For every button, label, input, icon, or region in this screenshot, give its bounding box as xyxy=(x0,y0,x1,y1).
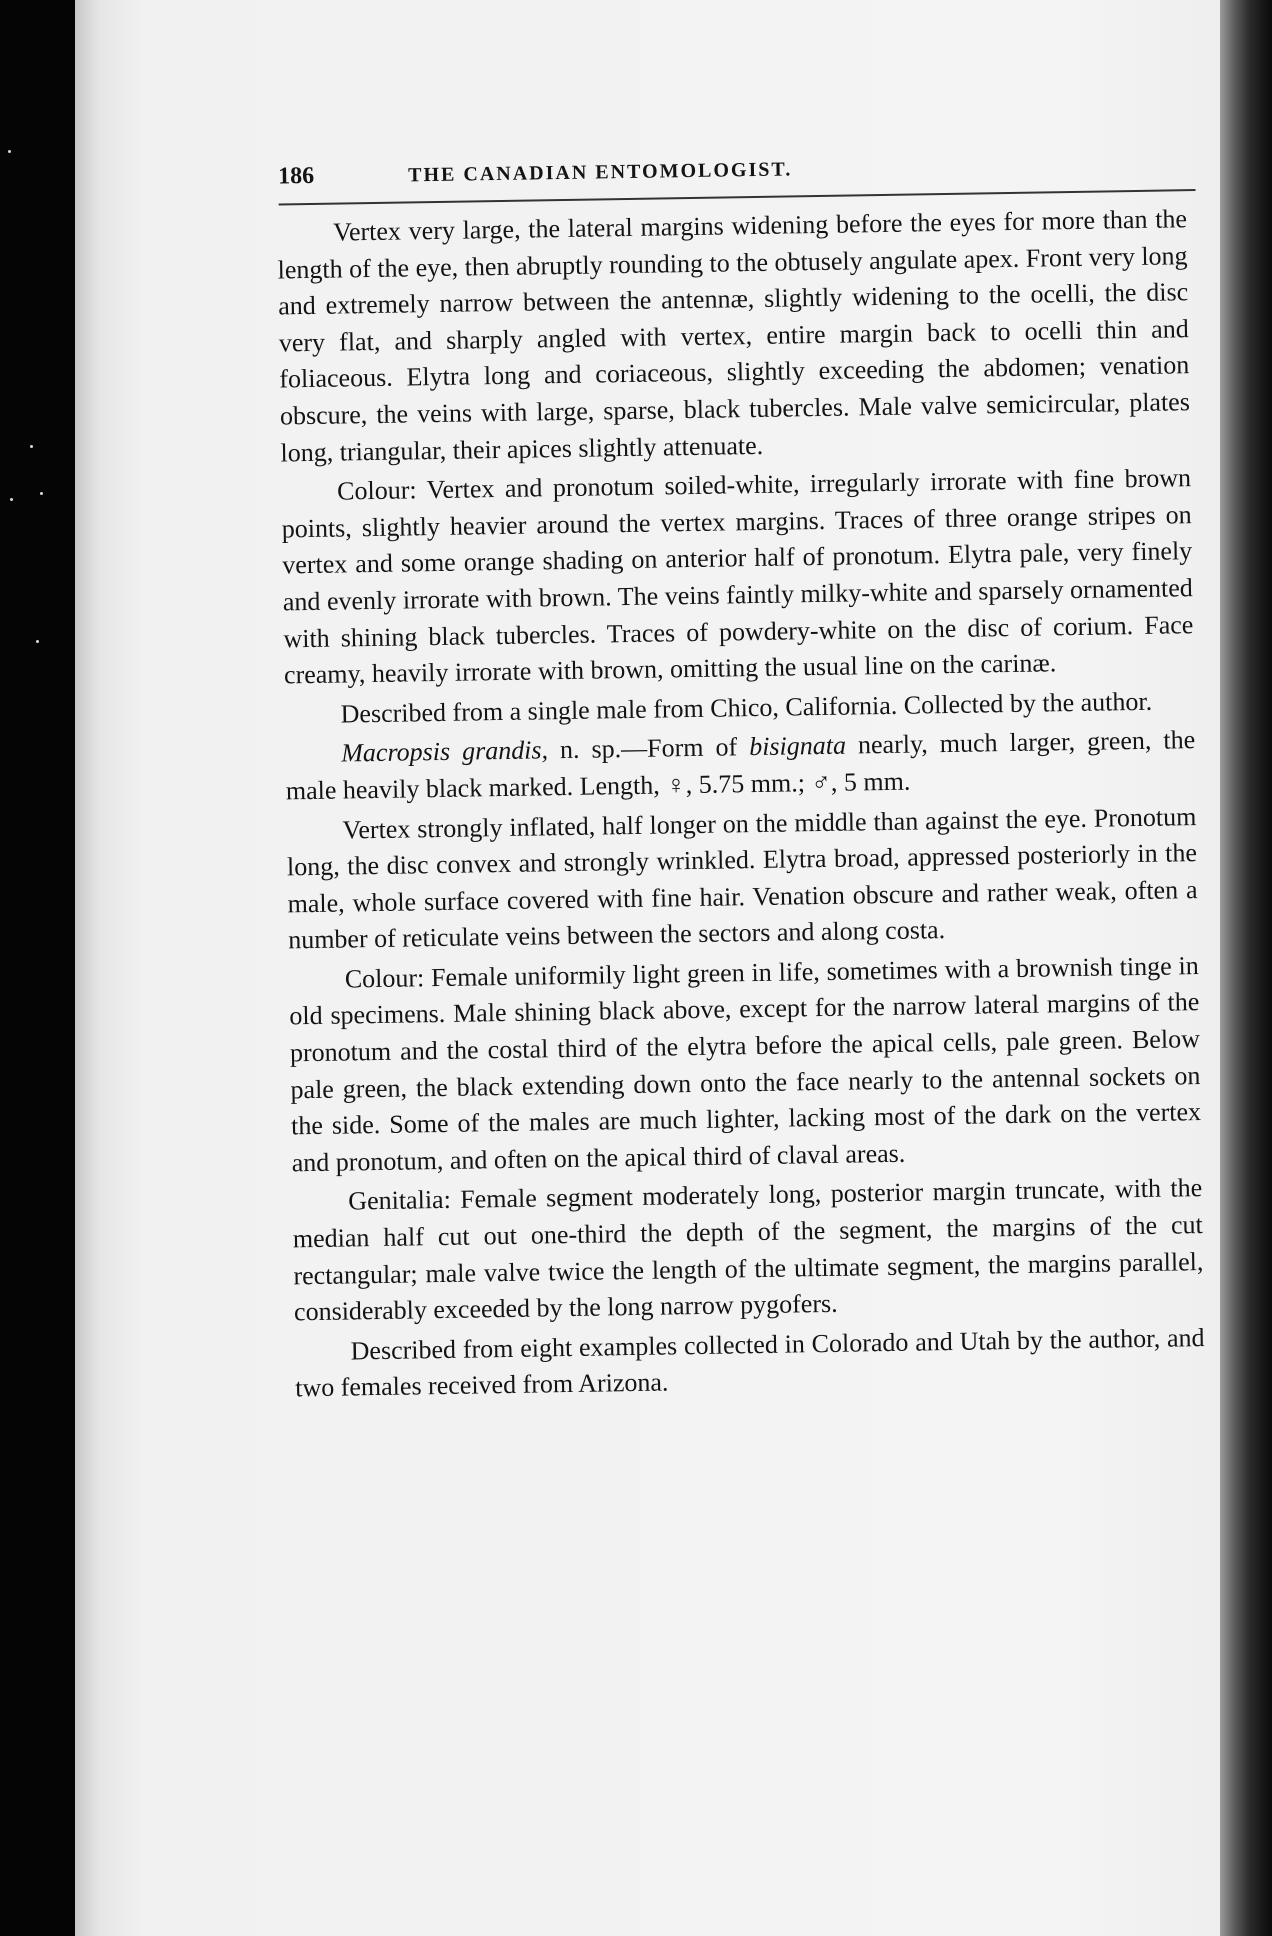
body-text xyxy=(277,201,1206,1407)
page-binding-edge xyxy=(1220,0,1272,1936)
compared-species: bisignata xyxy=(748,730,847,762)
scan-speck xyxy=(30,445,33,448)
paragraph-species-heading xyxy=(285,722,1196,809)
paragraph-genitalia: Genitalia: Female segment moderately long, posterior margin truncate, with the median half cut out one-third the depth of the segment, the margins of the cut rectangular; male valve twice the length of the ultimate segment, the margins parallel, considerably exceeded by the long narrow pygofers. xyxy=(292,1173,1204,1327)
paragraph-colour-description: Colour: Vertex and pronotum soiled-white, irregularly irrorate with fine brown points, slightly heavier around the vertex margins. Traces of three orange stripes on vertex and some orange shading on anterior half of pronotum. Elytra pale, very finely and evenly irrorate with brown. The veins faintly milky-white and sparsely ornamented with shining black tubercles. Traces of powdery-white on the disc of corium. Face creamy, heavily irrorate with brown, omitting the usual line on the carinæ. xyxy=(281,463,1194,690)
paragraph-type-locality: Described from a single male from Chico, California. Collected by the author. xyxy=(340,686,1153,729)
species-intro-rest: nearly, much larger, green, the male heavily black marked. Length, ♀, 5.75 mm.; ♂, 5 mm. xyxy=(285,725,1196,806)
species-name: Macropsis grandis, xyxy=(341,735,549,768)
paragraph-colour-grandis: Colour: Female uniformily light green in life, sometimes with a brownish tinge in old specimens. Male shining black above, except for the narrow lateral margins of the pronotum and the costal third of the elytra before the apical cells, pale green. Below pale green, the black extending down onto the face nearly to the antennal sockets on the side. Some of the males are much lighter, lacking most of the dark on the vertex and pronotum, and often on the apical third of claval areas. xyxy=(289,950,1202,1178)
species-intro-text: n. sp.—Form of xyxy=(547,732,750,765)
running-head: THE CANADIAN ENTOMOLOGIST. xyxy=(408,158,793,187)
scan-speck xyxy=(8,150,11,153)
scan-speck xyxy=(40,492,43,495)
scan-left-margin xyxy=(0,0,75,1936)
scan-speck xyxy=(10,498,13,501)
page-number: 186 xyxy=(277,162,315,190)
scan-speck xyxy=(36,640,39,643)
paragraph-vertex-description: Vertex very large, the lateral margins widening before the eyes for more than the length of the eye, then abruptly rounding to the obtusely angulate apex. Front very long and extremely narrow between the antennæ, slightly widening to the ocelli, the disc very flat, and sharply angled with vertex, entire margin back to ocelli thin and foliaceous. Elytra long and coriaceous, slightly exceeding the abdomen; venation obscure, the veins with large, sparse, black tubercles. Male valve semicircular, plates long, triangular, their apices slightly attenuate. xyxy=(277,204,1191,468)
paragraph-material-examined: Described from eight examples collected in Colorado and Utah by the author, and two females received from Arizona. xyxy=(295,1322,1205,1403)
page-content xyxy=(180,149,1214,1412)
paragraph-structure-description: Vertex strongly inflated, half longer on the middle than against the eye. Pronotum long, the disc convex and strongly wrinkled. Elytra broad, appressed posteriorly in the male, whole surface covered with fine hair. Venation obscure and rather weak, often a number of reticulate veins between the sectors and along costa. xyxy=(286,801,1198,955)
